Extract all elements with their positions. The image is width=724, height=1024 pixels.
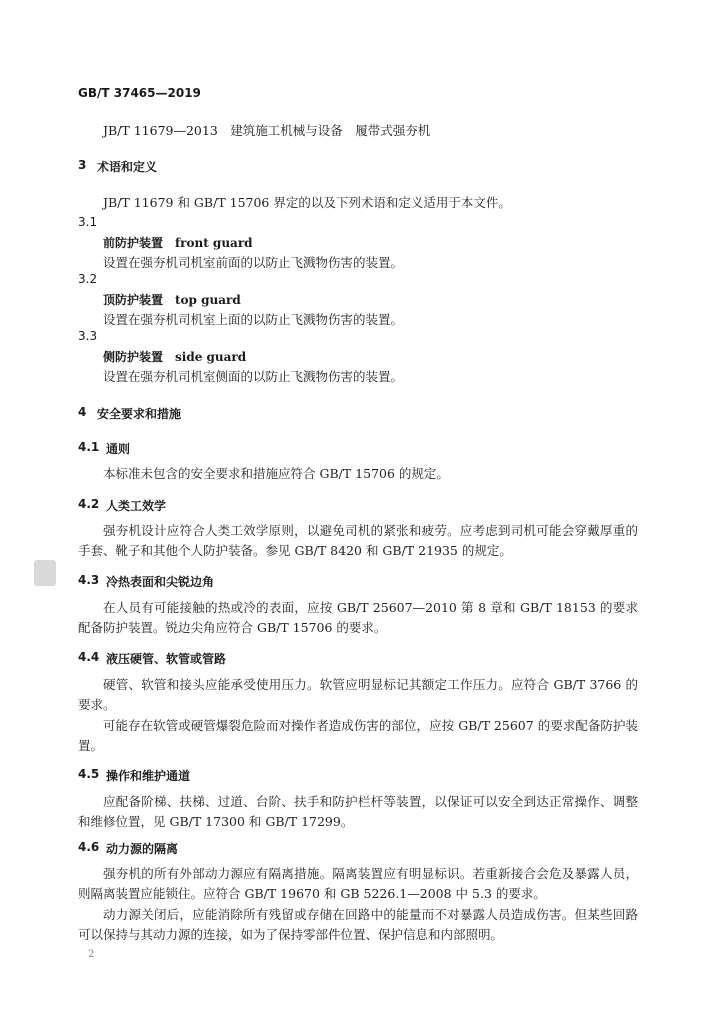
subsection-title: 通则	[106, 442, 131, 456]
term-name: 顶防护装置 top guard	[103, 293, 241, 307]
section-intro: JB/T 11679 和 GB/T 15706 界定的以及下列术语和定义适用于本文件。	[103, 195, 511, 210]
subsection-number: 4.6	[78, 840, 100, 854]
paragraph: 强夯机的所有外部动力源应有隔离措施。隔离装置应有明显标识。若重新接合会危及暴露人员，则隔离装置应能锁住。应符合 GB/T 19670 和 GB 5226.1—2008 中 5.3 的要求。	[78, 866, 638, 901]
margin-marker	[34, 560, 56, 586]
section-title: 安全要求和措施	[97, 407, 182, 421]
subsection-number: 4.4	[78, 650, 100, 664]
section-title: 术语和定义	[97, 160, 158, 174]
paragraph: 应配备阶梯、扶梯、过道、台阶、扶手和防护栏杆等装置，以保证可以安全到达正常操作、调整和维修位置，见 GB/T 17300 和 GB/T 17299。	[78, 794, 638, 829]
subsection-number: 4.5	[78, 767, 100, 781]
term-number: 3.2	[78, 272, 98, 286]
paragraph: 在人员有可能接触的热或冷的表面，应按 GB/T 25607—2010 第 8 章和 GB/T 18153 的要求配备防护装置。锐边尖角应符合 GB/T 15706 的要求。	[78, 600, 638, 635]
subsection-title: 操作和维护通道	[106, 769, 191, 783]
page-number: 2	[88, 949, 95, 960]
term-number: 3.3	[78, 329, 98, 343]
term-definition: 设置在强夯机司机室上面的以防止飞溅物伤害的装置。	[103, 312, 404, 327]
subsection-title: 人类工效学	[106, 499, 167, 513]
subsection-title: 液压硬管、软管或管路	[106, 652, 227, 666]
term-name: 前防护装置 front guard	[103, 236, 253, 250]
term-name: 侧防护装置 side guard	[103, 350, 247, 364]
paragraph: 本标准未包含的安全要求和措施应符合 GB/T 15706 的规定。	[103, 466, 449, 481]
subsection-number: 4.1	[78, 440, 100, 454]
term-definition: 设置在强夯机司机室侧面的以防止飞溅物伤害的装置。	[103, 369, 404, 384]
paragraph: 硬管、软管和接头应能承受使用压力。软管应明显标记其额定工作压力。应符合 GB/T 3766 的要求。	[78, 677, 638, 712]
normative-reference: JB/T 11679—2013 建筑施工机械与设备 履带式强夯机	[103, 123, 431, 138]
subsection-number: 4.2	[78, 497, 100, 511]
subsection-number: 4.3	[78, 573, 100, 587]
section-number: 3	[78, 158, 87, 172]
standard-code: GB/T 37465—2019	[78, 86, 201, 100]
subsection-title: 冷热表面和尖锐边角	[106, 575, 215, 589]
paragraph: 可能存在软管或硬管爆裂危险而对操作者造成伤害的部位，应按 GB/T 25607 的要求配备防护装置。	[78, 718, 638, 753]
paragraph: 强夯机设计应符合人类工效学原则，以避免司机的紧张和疲劳。应考虑到司机可能会穿戴厚重的手套、靴子和其他个人防护装备。参见 GB/T 8420 和 GB/T 21935 的规定。	[78, 523, 638, 558]
term-definition: 设置在强夯机司机室前面的以防止飞溅物伤害的装置。	[103, 255, 404, 270]
term-number: 3.1	[78, 215, 98, 229]
subsection-title: 动力源的隔离	[106, 842, 179, 856]
section-number: 4	[78, 405, 87, 419]
paragraph: 动力源关闭后，应能消除所有残留或存储在回路中的能量而不对暴露人员造成伤害。但某些回路可以保持与其动力源的连接，如为了保持零部件位置、保护信息和内部照明。	[78, 907, 638, 942]
